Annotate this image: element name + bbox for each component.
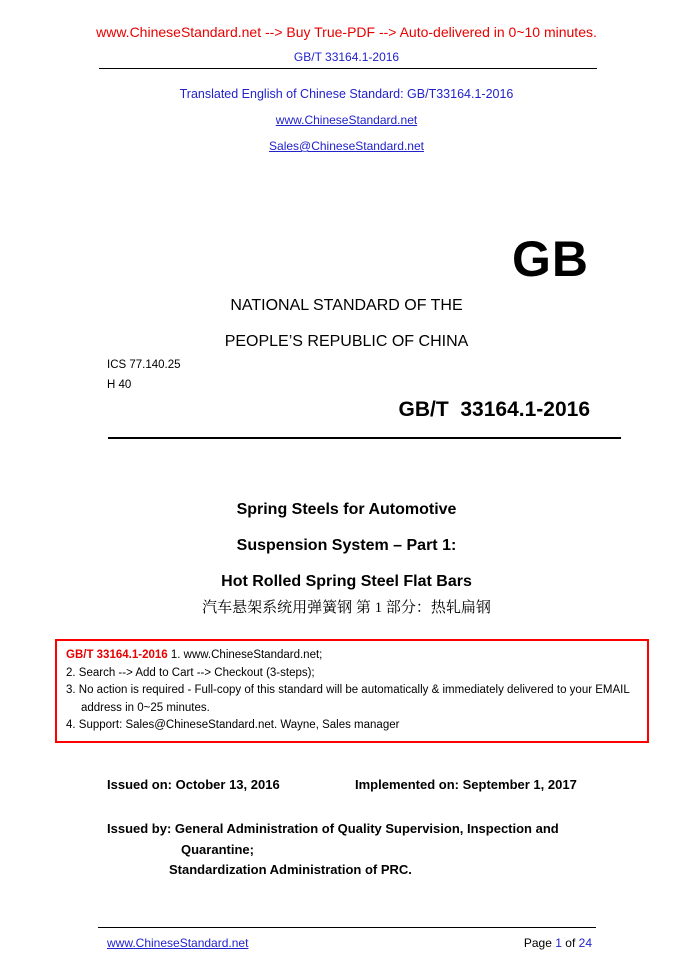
- classification-code: H 40: [107, 379, 132, 391]
- masthead-divider: [108, 437, 621, 439]
- title-line2: Suspension System – Part 1:: [236, 537, 457, 554]
- title-line1: Spring Steels for Automotive: [236, 501, 457, 518]
- footer-divider: [98, 927, 596, 928]
- notice-step-2: 2. Search --> Add to Cart --> Checkout (3-steps);: [66, 666, 315, 679]
- promo-banner: www.ChineseStandard.net --> Buy True-PDF --> Auto-delivered in 0~10 minutes.: [96, 24, 597, 40]
- site-link[interactable]: www.ChineseStandard.net: [275, 113, 418, 127]
- issuer-line2: Quarantine;: [181, 841, 254, 857]
- standard-code: GB/T 33164.1-2016: [398, 398, 590, 421]
- notice-doc-code: GB/T 33164.1-2016: [66, 649, 168, 661]
- notice-step-1: 1. www.ChineseStandard.net;: [170, 649, 323, 661]
- title-line3: Hot Rolled Spring Steel Flat Bars: [221, 573, 472, 590]
- footer-site-link-row: [107, 936, 248, 950]
- issuer-line1-row: [107, 819, 559, 840]
- issuer-line3: Standardization Administration of PRC.: [169, 862, 412, 877]
- of-word: of: [565, 936, 576, 950]
- page-number: 1: [555, 936, 562, 950]
- notice-step-1-row: [66, 647, 638, 665]
- footer-site-link[interactable]: www.ChineseStandard.net: [107, 936, 249, 950]
- header-divider: [99, 68, 597, 69]
- header-email-link-row: [0, 139, 693, 153]
- issuer-block: [107, 819, 559, 881]
- issuer-label: Issued by:: [107, 821, 172, 836]
- purchase-notice-box: [55, 639, 649, 743]
- translated-note: Translated English of Chinese Standard: GB/T33164.1-2016: [179, 87, 514, 101]
- page-word: Page: [523, 936, 552, 950]
- title-chinese: 汽车悬架系统用弹簧钢 第 1 部分：热轧扁钢: [202, 600, 491, 616]
- notice-step-3: 3. No action is required - Full-copy of this standard will be automatically & immediately delivered to your EMAIL address in 0~25 minutes.: [66, 684, 630, 714]
- issuer-line1: General Administration of Quality Supervision, Inspection and: [174, 821, 559, 836]
- page-total: 24: [578, 936, 592, 950]
- page-indicator: [524, 936, 592, 950]
- issued-date: Issued on: October 13, 2016: [107, 777, 280, 792]
- national-standard-line2: PEOPLE’S REPUBLIC OF CHINA: [224, 333, 469, 350]
- document-title: [0, 492, 693, 600]
- gb-logo: GB: [512, 231, 589, 287]
- email-link[interactable]: Sales@ChineseStandard.net: [269, 139, 424, 153]
- notice-step-4: 4. Support: Sales@ChineseStandard.net. Wayne, Sales manager: [66, 719, 400, 731]
- ics-code: ICS 77.140.25: [107, 359, 181, 371]
- header-doc-code: GB/T 33164.1-2016: [293, 50, 400, 64]
- header-site-link-row: [0, 113, 693, 127]
- implemented-date: Implemented on: September 1, 2017: [355, 777, 577, 792]
- national-standard-line1: NATIONAL STANDARD OF THE: [230, 297, 463, 314]
